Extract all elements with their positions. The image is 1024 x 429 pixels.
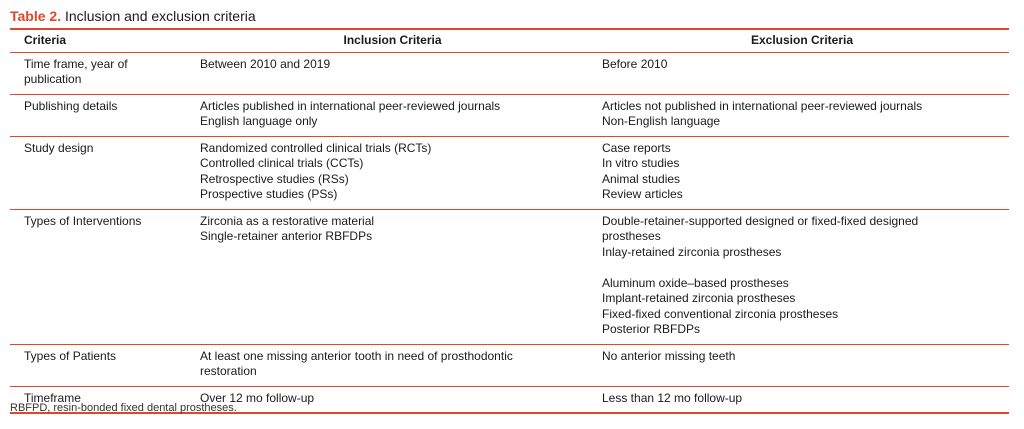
cell-line: Over 12 mo follow-up (200, 390, 315, 405)
criteria-cell (10, 52, 190, 94)
cell-line: No anterior missing teeth (602, 348, 736, 363)
table-row (10, 136, 1009, 209)
cell-line: Articles not published in international peer-reviewed journals (602, 98, 923, 113)
cell-line: In vitro studies (602, 156, 680, 170)
criteria-cell (10, 209, 190, 344)
cell-line: Randomized controlled clinical trials (RCTs) (200, 140, 432, 155)
cell-line: Study design (24, 140, 94, 155)
inclusion-cell (190, 209, 595, 344)
cell-line: Controlled clinical trials (CCTs) (200, 156, 364, 170)
exclusion-cell (595, 344, 1009, 386)
cell-line: Publishing details (24, 98, 118, 113)
header-inclusion: Inclusion Criteria (190, 30, 595, 52)
criteria-cell (10, 136, 190, 209)
cell-line: Inlay-retained zirconia prostheses (602, 244, 782, 259)
inclusion-cell (190, 94, 595, 136)
table-footnote: RBFPD, resin-bonded fixed dental prostheses. (10, 402, 237, 414)
exclusion-cell (595, 94, 1009, 136)
cell-line: Time frame, year of (24, 56, 128, 71)
table-row (10, 344, 1009, 386)
cell-line: restoration (200, 364, 257, 378)
exclusion-cell (595, 136, 1009, 209)
header-exclusion: Exclusion Criteria (595, 30, 1009, 52)
criteria-table-container (10, 28, 1009, 414)
criteria-cell (10, 344, 190, 386)
table-body (10, 52, 1009, 412)
cell-line: Types of Patients (24, 348, 117, 363)
cell-line: Articles published in international peer-reviewed journals (200, 98, 501, 113)
cell-line: Retrospective studies (RSs) (200, 171, 349, 186)
cell-line: Zirconia as a restorative material (200, 213, 375, 228)
inclusion-cell (190, 52, 595, 94)
table-row (10, 209, 1009, 344)
cell-line: Double-retainer-supported designed or fixed-fixed designed (602, 213, 919, 228)
cell-line: At least one missing anterior tooth in need of prosthodontic (200, 348, 513, 363)
cell-line: Review articles (602, 187, 683, 201)
cell-line: Types of Interventions (24, 213, 142, 228)
exclusion-cell (595, 386, 1009, 412)
cell-line: Aluminum oxide–based prostheses (602, 275, 789, 290)
cell-line: Single-retainer anterior RBFDPs (200, 229, 373, 243)
table-number: Table 2. (10, 8, 62, 24)
table-row (10, 94, 1009, 136)
cell-line: publication (24, 72, 82, 86)
blank-line (602, 260, 1003, 276)
cell-line: prostheses (602, 229, 661, 243)
header-criteria: Criteria (10, 30, 190, 52)
cell-line: Prospective studies (PSs) (200, 187, 338, 201)
cell-line: Less than 12 mo follow-up (602, 390, 743, 405)
table-caption (10, 6, 256, 26)
cell-line: Animal studies (602, 171, 681, 186)
cell-line: Posterior RBFDPs (602, 322, 701, 336)
cell-line: Non-English language (602, 114, 721, 128)
cell-line: Implant-retained zirconia prostheses (602, 291, 796, 305)
table-title: Inclusion and exclusion criteria (64, 8, 256, 24)
table-row (10, 52, 1009, 94)
table-header-row (10, 30, 1009, 52)
cell-line: Timeframe (24, 390, 81, 405)
criteria-table (10, 30, 1009, 412)
exclusion-cell (595, 52, 1009, 94)
inclusion-cell (190, 344, 595, 386)
exclusion-cell (595, 209, 1009, 344)
cell-line: Between 2010 and 2019 (200, 56, 331, 71)
cell-line: English language only (200, 114, 318, 128)
inclusion-cell (190, 386, 595, 412)
inclusion-cell (190, 136, 595, 209)
cell-line: Before 2010 (602, 56, 668, 71)
cell-line: Fixed-fixed conventional zirconia prostheses (602, 306, 839, 321)
criteria-cell (10, 94, 190, 136)
cell-line: Case reports (602, 140, 671, 155)
